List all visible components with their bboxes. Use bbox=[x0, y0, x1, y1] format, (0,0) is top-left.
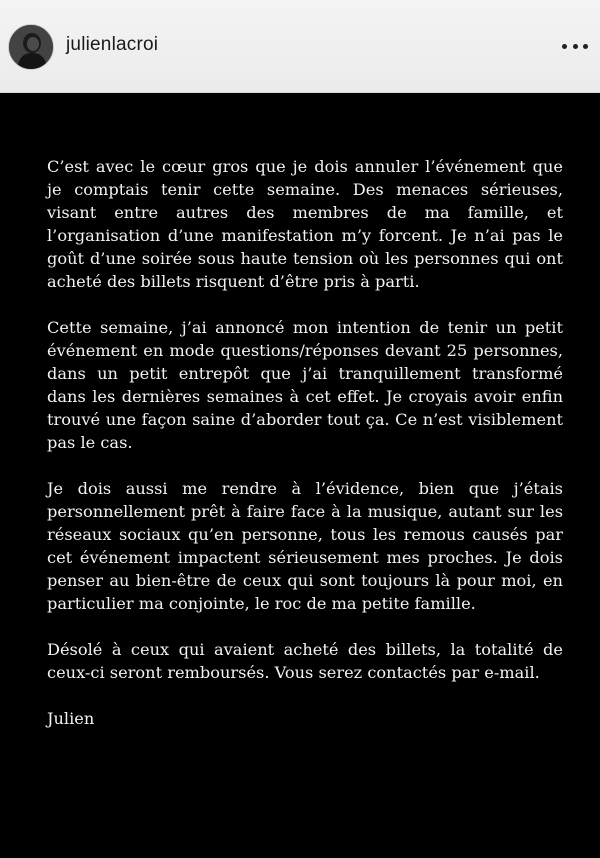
more-horizontal-icon[interactable] bbox=[562, 36, 588, 56]
post-text bbox=[47, 155, 563, 753]
more-dot bbox=[573, 44, 578, 49]
post-signature: Julien bbox=[47, 709, 95, 728]
post-paragraph: Cette semaine, j’ai annoncé mon intention de tenir un petit événement en mode questions/réponses devant 25 personnes, dans un petit entrepôt que j’ai tranquillement transformé dans les dernières semaines à cet effet. Je croyais avoir enfin trouvé une façon saine d’aborder tout ça. Ce n’est visiblement pas le cas. bbox=[47, 318, 563, 452]
avatar[interactable] bbox=[8, 24, 54, 70]
post-header bbox=[0, 0, 600, 93]
post-paragraph: C’est avec le cœur gros que je dois annuler l’événement que je comptais tenir cette semaine. Des menaces sérieuses, visant entre autres des membres de ma famille, et l’organisation d’une manifestation m’y forcent. Je n’ai pas le goût d’une soirée sous haute tension où les personnes qui ont acheté des billets risquent d’être pris à parti. bbox=[47, 157, 563, 291]
more-dot bbox=[562, 44, 567, 49]
profile-photo-icon bbox=[9, 25, 53, 69]
post-image bbox=[0, 93, 600, 858]
post-paragraph: Je dois aussi me rendre à l’évidence, bien que j’étais personnellement prêt à faire face à la musique, autant sur les réseaux sociaux qu’en personne, tous les remous causés par cet événement impactent sérieusement mes proches. Je dois penser au bien-être de ceux qui sont toujours là pour moi, en particulier ma conjointe, le roc de ma petite famille. bbox=[47, 479, 563, 613]
username[interactable]: julienlacroi bbox=[66, 34, 159, 55]
post-paragraph: Désolé à ceux qui avaient acheté des billets, la totalité de ceux-ci seront remboursés. Vous serez contactés par e-mail. bbox=[47, 640, 563, 682]
more-dot bbox=[583, 44, 588, 49]
